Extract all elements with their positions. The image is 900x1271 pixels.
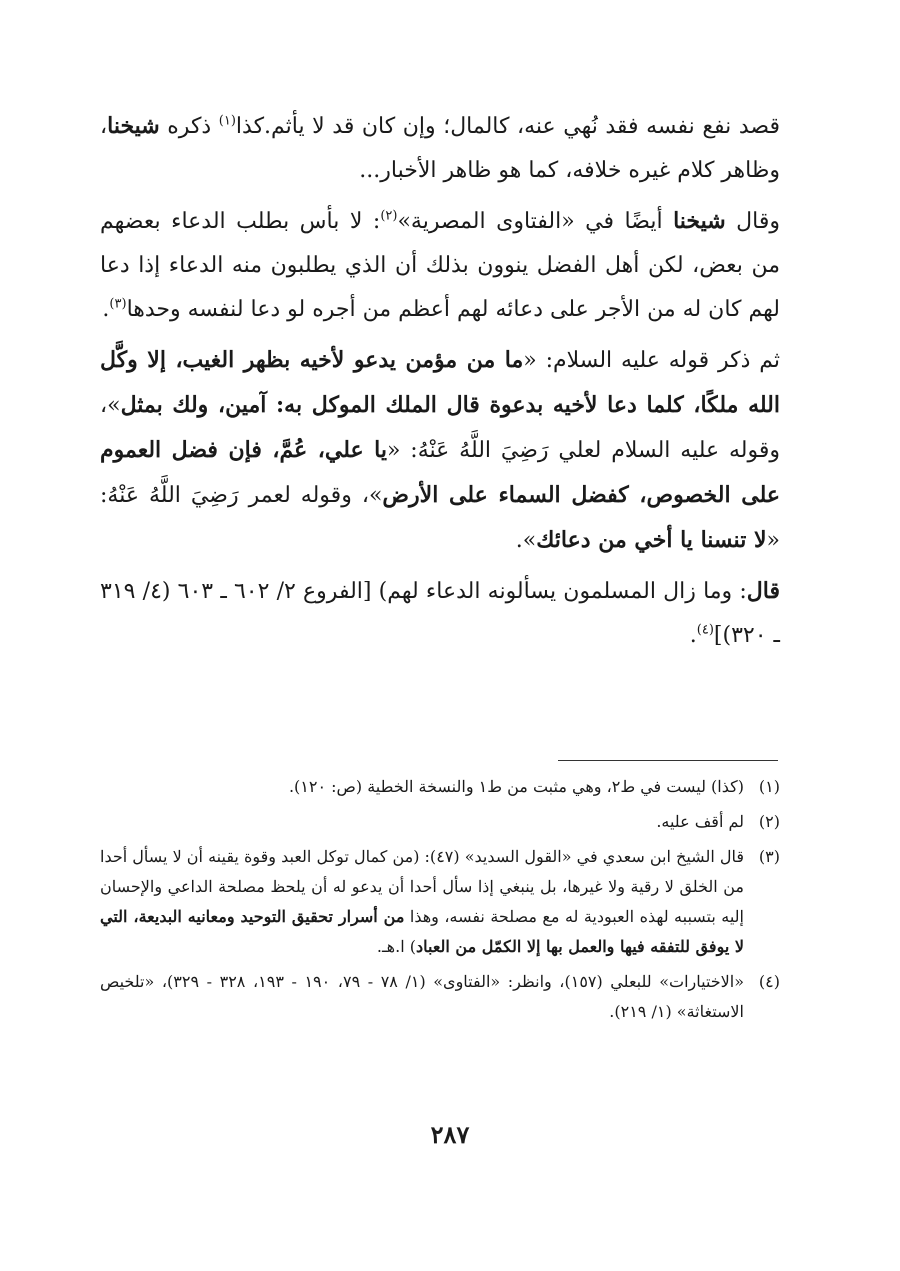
- page-number: ٢٨٧: [430, 1120, 470, 1149]
- paragraph-3: [100, 338, 780, 563]
- footnote-ref-4[interactable]: (٤): [696, 622, 714, 638]
- p3-text-d: ».: [515, 528, 537, 553]
- p2-text-b: أيضًا في «الفتاوى المصرية»: [397, 209, 674, 234]
- footnote-text-4: «الاختيارات» للبعلي (١٥٧)، وانظر: «الفتاوى» (١/ ٧٨ - ٧٩، ١٩٠ - ١٩٣، ٣٢٨ - ٣٢٩)، «تلخيص الاستغاثة» (١/ ٢١٩).: [100, 972, 745, 1021]
- p4-bold-qala: قال: [746, 578, 781, 604]
- fn3-text-a: قال الشيخ ابن سعدي في «القول السديد» (٤٧): (من كمال توكل العبد وقوة يقينه أن لا يسأل أحدا من الخلق لا رقية ولا غيرها، بل ينبغي إذا سأل أحدا أن يدعو له أن يلحظ مصلحة الداعي والإحسان إليه بتسببه لهذه العبودية له مع مصلحة نفسه، وهذا: [100, 847, 745, 926]
- footnotes: [100, 772, 780, 1032]
- footnote-ref-3[interactable]: (٣): [109, 296, 127, 312]
- footnote-ref-1[interactable]: (١): [218, 113, 236, 129]
- footnote-number-2: (٢): [758, 812, 780, 831]
- fn3-bold: من أسرار تحقيق التوحيد ومعانيه البديعة، التي لا يوفق للتفقه فيها والعمل بها إلا الكمّل من العباد: [100, 907, 744, 956]
- p3-text-c: »، وقوله لعمر رَضِيَ اللَّهُ عَنْهُ: «: [100, 483, 780, 553]
- p3-hadith-2: يا علي، عُمَّ، فإن فضل العموم على الخصوص، كفضل السماء على الأرض: [100, 437, 780, 508]
- p2-text-d: .: [102, 297, 110, 322]
- p1-text-a: قصد نفع نفسه فقد نُهي عنه، كالمال؛ وإن كان قد لا يأثم.كذا: [235, 114, 780, 139]
- paragraph-1: [100, 104, 780, 193]
- footnote-text-3: [100, 842, 744, 962]
- paragraph-4: [100, 569, 780, 658]
- p1-text-c: ، وظاهر كلام غيره خلافه، كما هو ظاهر الأخبار...: [100, 114, 780, 183]
- p3-hadith-1: ما من مؤمن يدعو لأخيه بظهر الغيب، إلا وكَّل الله ملكًا، كلما دعا لأخيه بدعوة قال الملك الموكل به: آمين، ولك بمثل: [100, 347, 780, 418]
- footnote-1: [100, 772, 780, 802]
- footnote-number-1: (١): [758, 777, 780, 796]
- p1-bold-shaykh: شيخنا: [107, 113, 160, 139]
- footnote-text-1: (كذا) ليست في ط٢، وهي مثبت من ط١ والنسخة الخطية (ص: ١٢٠).: [288, 777, 744, 796]
- p4-text-b: .: [689, 623, 697, 648]
- footnote-number-3: (٣): [758, 847, 780, 866]
- footnote-text-2: لم أقف عليه.: [656, 812, 744, 831]
- paragraph-2: [100, 199, 780, 332]
- footnote-2: [100, 807, 780, 837]
- main-text: [100, 104, 780, 664]
- footnote-divider: [558, 760, 778, 761]
- p1-text-b: ذكره: [159, 114, 219, 139]
- p3-text-a: ثم ذكر قوله عليه السلام: «: [523, 348, 780, 373]
- footnote-number-4: (٤): [758, 972, 780, 991]
- footnote-3: [100, 842, 780, 962]
- p3-hadith-3: لا تنسنا يا أخي من دعائك: [536, 527, 767, 553]
- p2-text-a: وقال: [725, 209, 781, 234]
- fn3-text-b: ) ا.هـ.: [376, 937, 416, 956]
- footnote-4: [100, 967, 780, 1027]
- p2-text-c: : لا بأس بطلب الدعاء بعضهم من بعض، لكن أهل الفضل ينوون بذلك أن الذي يطلبون منه الدعاء إذا دعا لهم كان له من الأجر على دعائه لهم أعظم من أجره لو دعا لنفسه وحدها: [100, 209, 780, 322]
- footnote-ref-2[interactable]: (٢): [380, 208, 398, 224]
- p3-text-b: »، وقوله عليه السلام لعلي رَضِيَ اللَّهُ عَنْهُ: «: [100, 393, 780, 463]
- p2-bold-shaykh: شيخنا: [673, 208, 726, 234]
- p4-text-a: : وما زال المسلمون يسألونه الدعاء لهم) [الفروع ٢/ ٦٠٢ ـ ٦٠٣ (٤/ ٣١٩ ـ ٣٢٠)]: [100, 579, 780, 648]
